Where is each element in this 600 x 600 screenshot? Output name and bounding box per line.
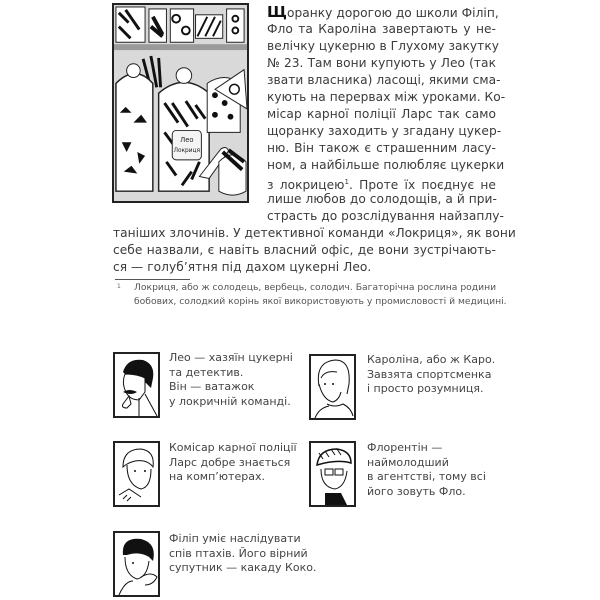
main-text-line: таніших злочинів. У детективної команди «Локриця», як вони <box>113 226 516 240</box>
main-text-line: Фло та Кароліна завертають у не- <box>267 22 496 36</box>
main-text-line: ню. Він також є страшенним ласу- <box>267 141 496 155</box>
flo-description: Флорентін — наймолодший в агентстві, тому всі його зовуть Фло. <box>367 441 486 498</box>
leo-portrait <box>113 352 160 418</box>
main-text-line: ся — голуб’ятня під дахом цукерні Лео. <box>113 260 372 274</box>
footnote-line: бобових, солодкий корінь якої використовують у промисловості й медицині. <box>134 296 507 307</box>
candy-shop-illustration <box>112 3 249 203</box>
karolina-description: Кароліна, або ж Каро. Завзята спортсменка і просто розумниця. <box>367 353 496 395</box>
main-text-line: страсть до розслідування найзаплу- <box>267 209 504 223</box>
svg-text:Лео: Лео <box>180 136 194 145</box>
footnote-marker: 1 <box>117 283 121 290</box>
svg-text:Локриця: Локриця <box>173 147 200 155</box>
karolina-portrait <box>309 354 356 420</box>
main-text-line: щоранку заходить у згадану цукер- <box>267 124 502 138</box>
main-text-line: велічку цукерню в Глухому закутку <box>267 39 499 53</box>
filip-description: Філіп уміє наслідувати спів птахів. Його вірний супутник — какаду Коко. <box>169 532 317 574</box>
footnote-divider <box>115 279 190 280</box>
leo-portrait-icon <box>115 354 158 416</box>
main-text-line: себе назвали, є навіть власний офіс, де вони зустрічають- <box>113 243 496 257</box>
footnote-line: Локриця, або ж солодець, вербець, солодич. Багаторічна рослина родини <box>134 282 497 293</box>
flo-portrait-icon <box>311 443 354 505</box>
main-text-line: Щоранку дорогою до школи Філіп, <box>267 3 499 21</box>
main-text-line: ном, а найбільше полюбляє цукерки <box>267 158 505 172</box>
main-text-line: № 23. Там вони купують у Лео (так <box>267 56 496 70</box>
filip-portrait <box>113 531 160 597</box>
karolina-portrait-icon <box>311 356 354 418</box>
footnote-reference[interactable]: 1 <box>344 178 349 186</box>
main-text-line: звати власника) ласощі, якими сма- <box>267 73 501 87</box>
lars-description: Комісар карної поліції Ларс добре знається на комп’ютерах. <box>169 441 297 483</box>
dropcap-letter: Щ <box>267 3 287 21</box>
main-text-line: лише любов до солодощів, а й при- <box>267 192 497 206</box>
candy-jars-icon <box>114 5 247 201</box>
flo-portrait <box>309 441 356 507</box>
filip-portrait-icon <box>115 533 158 595</box>
lars-portrait-icon <box>115 443 158 505</box>
main-text-line: кують на перервах між уроками. Ко- <box>267 90 506 104</box>
lars-portrait <box>113 441 160 507</box>
main-text-line: місар карної поліції Ларс так само <box>267 107 496 121</box>
main-text-line: з локрицею$^1$. Проте їх поєднує не <box>267 178 496 192</box>
leo-description: Лео — хазяїн цукерні та детектив. Він — ватажок у локричній команді. <box>169 351 293 408</box>
